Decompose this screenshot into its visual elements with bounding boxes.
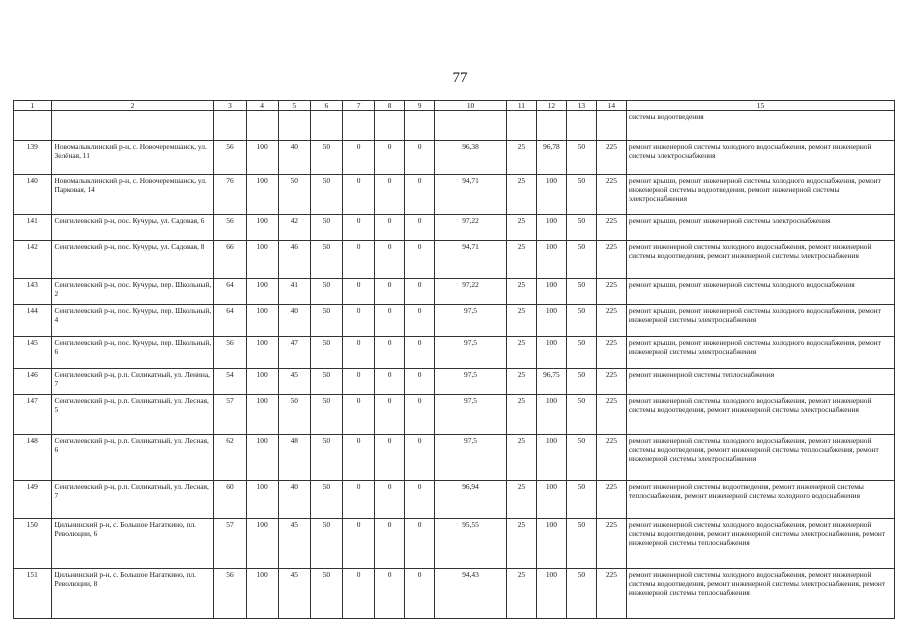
col-3: 56 [214, 337, 246, 369]
page-number: 77 [452, 70, 468, 86]
col-7: 0 [342, 141, 374, 175]
continuation-row [14, 111, 895, 141]
col-7: 0 [342, 175, 374, 215]
address: Сенгилеевский р-н, р.п. Силикатный, ул. Лесная, 6 [51, 435, 214, 481]
work-types: ремонт крыши, ремонт инженерной системы электроснабжения [626, 215, 894, 241]
row-number: 148 [14, 435, 52, 481]
col-12: 100 [536, 241, 566, 279]
column-number-10: 10 [435, 101, 507, 111]
col-14: 225 [596, 369, 626, 395]
column-number-13: 13 [566, 101, 596, 111]
address: Сенгилеевский р-н, пос. Кучуры, ул. Садовая, 6 [51, 215, 214, 241]
col-6: 50 [310, 395, 342, 435]
work-types: ремонт крыши, ремонт инженерной системы холодного водоснабжения, ремонт инженерной системы электроснабжения [626, 305, 894, 337]
address: Сенгилеевский р-н, пос. Кучуры, пер. Школьный, 6 [51, 337, 214, 369]
col-6: 50 [310, 141, 342, 175]
work-types: ремонт инженерной системы холодного водоснабжения, ремонт инженерной системы водоотведения, ремонт инженерной системы электроснабжения [626, 395, 894, 435]
address: Сенгилеевский р-н, р.п. Силикатный, ул. Лесная, 5 [51, 395, 214, 435]
col-6: 50 [310, 369, 342, 395]
col-13: 50 [566, 519, 596, 569]
col-12: 100 [536, 569, 566, 619]
col-11: 25 [506, 435, 536, 481]
col-3: 54 [214, 369, 246, 395]
col-13: 50 [566, 279, 596, 305]
table-row [14, 481, 895, 519]
continuation-text: системы водоотведения [626, 111, 894, 141]
col-10: 97,22 [435, 215, 507, 241]
col-14: 225 [596, 337, 626, 369]
col-4: 100 [246, 337, 278, 369]
row-number: 142 [14, 241, 52, 279]
row-number: 149 [14, 481, 52, 519]
table-row [14, 369, 895, 395]
work-types: ремонт инженерной системы холодного водоснабжения, ремонт инженерной системы водоотведения, ремонт инженерной системы электроснабжения, ремонт инженерной системы теплоснабжения [626, 569, 894, 619]
col-8: 0 [375, 305, 405, 337]
column-number-7: 7 [342, 101, 374, 111]
col-3: 66 [214, 241, 246, 279]
col-14: 225 [596, 141, 626, 175]
col-6: 50 [310, 175, 342, 215]
col-9: 0 [405, 175, 435, 215]
column-number-9: 9 [405, 101, 435, 111]
col-11: 25 [506, 215, 536, 241]
col-11: 25 [506, 305, 536, 337]
col-9: 0 [405, 435, 435, 481]
column-number-11: 11 [506, 101, 536, 111]
col-14: 225 [596, 305, 626, 337]
col-6: 50 [310, 435, 342, 481]
address: Новомалыклинский р-н, с. Новочеремшанск, ул. Зелёная, 11 [51, 141, 214, 175]
col-11: 25 [506, 279, 536, 305]
col-7: 0 [342, 279, 374, 305]
col-7: 0 [342, 519, 374, 569]
col-7: 0 [342, 569, 374, 619]
col-6: 50 [310, 215, 342, 241]
col-3: 76 [214, 175, 246, 215]
col-9: 0 [405, 279, 435, 305]
row-number: 151 [14, 569, 52, 619]
table-body [14, 111, 895, 619]
col-6: 50 [310, 279, 342, 305]
col-12: 100 [536, 305, 566, 337]
col-10: 97,5 [435, 435, 507, 481]
col-4: 100 [246, 141, 278, 175]
col-11: 25 [506, 569, 536, 619]
row-number: 140 [14, 175, 52, 215]
col-7: 0 [342, 241, 374, 279]
table-row [14, 519, 895, 569]
col-13: 50 [566, 481, 596, 519]
col-8: 0 [375, 141, 405, 175]
col-4: 100 [246, 519, 278, 569]
work-types: ремонт крыши, ремонт инженерной системы холодного водоснабжения, ремонт инженерной системы электроснабжения [626, 337, 894, 369]
col-10: 97,5 [435, 337, 507, 369]
table-row [14, 141, 895, 175]
col-14: 225 [596, 241, 626, 279]
col-11: 25 [506, 141, 536, 175]
col-4: 100 [246, 481, 278, 519]
column-number-12: 12 [536, 101, 566, 111]
col-5: 46 [278, 241, 310, 279]
col-9: 0 [405, 395, 435, 435]
column-number-2: 2 [51, 101, 214, 111]
col-4: 100 [246, 175, 278, 215]
address: Цильнинский р-н, с. Большое Нагаткино, пл. Революции, 6 [51, 519, 214, 569]
row-number: 143 [14, 279, 52, 305]
col-10: 97,5 [435, 305, 507, 337]
col-4: 100 [246, 241, 278, 279]
col-7: 0 [342, 369, 374, 395]
address: Сенгилеевский р-н, р.п. Силикатный, ул. Ленина, 7 [51, 369, 214, 395]
col-11: 25 [506, 519, 536, 569]
column-number-8: 8 [375, 101, 405, 111]
address: Сенгилеевский р-н, пос. Кучуры, пер. Школьный, 4 [51, 305, 214, 337]
col-13: 50 [566, 141, 596, 175]
col-14: 225 [596, 395, 626, 435]
work-types: ремонт инженерной системы теплоснабжения [626, 369, 894, 395]
col-6: 50 [310, 305, 342, 337]
table-row [14, 215, 895, 241]
col-14: 225 [596, 481, 626, 519]
address: Сенгилеевский р-н, пос. Кучуры, пер. Школьный, 2 [51, 279, 214, 305]
col-14: 225 [596, 435, 626, 481]
work-types: ремонт крыши, ремонт инженерной системы холодного водоснабжения [626, 279, 894, 305]
work-types: ремонт инженерной системы водоотведения, ремонт инженерной системы теплоснабжения, ремонт инженерной системы холодного водоснабжения [626, 481, 894, 519]
col-3: 56 [214, 141, 246, 175]
col-8: 0 [375, 241, 405, 279]
col-7: 0 [342, 305, 374, 337]
col-3: 56 [214, 215, 246, 241]
work-types: ремонт инженерной системы холодного водоснабжения, ремонт инженерной системы водоотведения, ремонт инженерной системы электроснабжения [626, 241, 894, 279]
row-number: 150 [14, 519, 52, 569]
col-13: 50 [566, 215, 596, 241]
col-8: 0 [375, 279, 405, 305]
col-4: 100 [246, 395, 278, 435]
col-5: 47 [278, 337, 310, 369]
col-3: 57 [214, 395, 246, 435]
col-9: 0 [405, 215, 435, 241]
col-3: 62 [214, 435, 246, 481]
col-9: 0 [405, 569, 435, 619]
col-5: 45 [278, 519, 310, 569]
col-12: 100 [536, 481, 566, 519]
work-types: ремонт инженерной системы холодного водоснабжения, ремонт инженерной системы водоотведения, ремонт инженерной системы теплоснабжения, ремонт инженерной системы электроснабжения [626, 435, 894, 481]
col-8: 0 [375, 337, 405, 369]
col-14: 225 [596, 519, 626, 569]
col-7: 0 [342, 481, 374, 519]
col-4: 100 [246, 435, 278, 481]
col-14: 225 [596, 279, 626, 305]
work-types: ремонт инженерной системы холодного водоснабжения, ремонт инженерной системы водоотведения, ремонт инженерной системы электроснабжения, ремонт инженерной системы теплоснабжения [626, 519, 894, 569]
table-row [14, 435, 895, 481]
work-types: ремонт инженерной системы холодного водоснабжения, ремонт инженерной системы электроснабжения [626, 141, 894, 175]
col-5: 40 [278, 141, 310, 175]
col-9: 0 [405, 141, 435, 175]
col-4: 100 [246, 369, 278, 395]
table-row [14, 241, 895, 279]
table-row [14, 569, 895, 619]
table-row [14, 395, 895, 435]
col-5: 48 [278, 435, 310, 481]
col-5: 50 [278, 175, 310, 215]
col-5: 45 [278, 569, 310, 619]
col-9: 0 [405, 369, 435, 395]
col-10: 96,94 [435, 481, 507, 519]
col-5: 40 [278, 305, 310, 337]
col-9: 0 [405, 519, 435, 569]
col-12: 100 [536, 395, 566, 435]
col-5: 41 [278, 279, 310, 305]
col-9: 0 [405, 305, 435, 337]
column-number-14: 14 [596, 101, 626, 111]
col-12: 96,75 [536, 369, 566, 395]
col-9: 0 [405, 481, 435, 519]
table-row [14, 175, 895, 215]
col-10: 94,71 [435, 175, 507, 215]
table-row [14, 279, 895, 305]
col-8: 0 [375, 175, 405, 215]
col-12: 100 [536, 175, 566, 215]
row-number: 141 [14, 215, 52, 241]
col-13: 50 [566, 175, 596, 215]
col-8: 0 [375, 369, 405, 395]
col-8: 0 [375, 481, 405, 519]
col-10: 97,5 [435, 369, 507, 395]
col-14: 225 [596, 569, 626, 619]
column-number-6: 6 [310, 101, 342, 111]
col-4: 100 [246, 305, 278, 337]
col-12: 100 [536, 215, 566, 241]
col-13: 50 [566, 569, 596, 619]
address: Сенгилеевский р-н, р.п. Силикатный, ул. Лесная, 7 [51, 481, 214, 519]
col-7: 0 [342, 435, 374, 481]
address: Новомалыклинский р-н, с. Новочеремшанск, ул. Парковая, 14 [51, 175, 214, 215]
col-7: 0 [342, 337, 374, 369]
col-6: 50 [310, 241, 342, 279]
col-4: 100 [246, 569, 278, 619]
column-number-row [14, 101, 895, 111]
col-8: 0 [375, 519, 405, 569]
table-row [14, 305, 895, 337]
col-13: 50 [566, 337, 596, 369]
col-8: 0 [375, 395, 405, 435]
column-number-5: 5 [278, 101, 310, 111]
col-4: 100 [246, 215, 278, 241]
col-12: 100 [536, 519, 566, 569]
col-6: 50 [310, 481, 342, 519]
col-8: 0 [375, 215, 405, 241]
col-13: 50 [566, 395, 596, 435]
col-10: 94,71 [435, 241, 507, 279]
col-3: 64 [214, 305, 246, 337]
col-12: 100 [536, 435, 566, 481]
col-5: 42 [278, 215, 310, 241]
row-number: 146 [14, 369, 52, 395]
col-12: 96,78 [536, 141, 566, 175]
col-8: 0 [375, 569, 405, 619]
column-number-15: 15 [626, 101, 894, 111]
address: Сенгилеевский р-н, пос. Кучуры, ул. Садовая, 8 [51, 241, 214, 279]
col-3: 64 [214, 279, 246, 305]
col-10: 97,5 [435, 395, 507, 435]
col-12: 100 [536, 337, 566, 369]
col-7: 0 [342, 395, 374, 435]
col-6: 50 [310, 569, 342, 619]
col-14: 225 [596, 215, 626, 241]
col-5: 50 [278, 395, 310, 435]
col-11: 25 [506, 241, 536, 279]
col-11: 25 [506, 481, 536, 519]
col-5: 40 [278, 481, 310, 519]
col-14: 225 [596, 175, 626, 215]
col-10: 96,38 [435, 141, 507, 175]
col-9: 0 [405, 337, 435, 369]
row-number: 147 [14, 395, 52, 435]
col-6: 50 [310, 519, 342, 569]
column-number-3: 3 [214, 101, 246, 111]
col-10: 95,55 [435, 519, 507, 569]
col-9: 0 [405, 241, 435, 279]
table-row [14, 337, 895, 369]
col-13: 50 [566, 305, 596, 337]
col-11: 25 [506, 175, 536, 215]
col-6: 50 [310, 337, 342, 369]
repair-program-table [13, 100, 895, 619]
col-10: 97,22 [435, 279, 507, 305]
col-3: 57 [214, 519, 246, 569]
column-number-4: 4 [246, 101, 278, 111]
col-4: 100 [246, 279, 278, 305]
col-13: 50 [566, 241, 596, 279]
row-number: 145 [14, 337, 52, 369]
row-number: 144 [14, 305, 52, 337]
col-3: 60 [214, 481, 246, 519]
column-number-1: 1 [14, 101, 52, 111]
col-11: 25 [506, 395, 536, 435]
work-types: ремонт крыши, ремонт инженерной системы холодного водоснабжения, ремонт инженерной системы водоотведения, ремонт инженерной системы электроснабжения [626, 175, 894, 215]
col-5: 45 [278, 369, 310, 395]
col-11: 25 [506, 337, 536, 369]
col-3: 56 [214, 569, 246, 619]
col-8: 0 [375, 435, 405, 481]
col-11: 25 [506, 369, 536, 395]
address: Цильнинский р-н, с. Большое Нагаткино, пл. Революции, 8 [51, 569, 214, 619]
col-10: 94,43 [435, 569, 507, 619]
col-13: 50 [566, 435, 596, 481]
col-13: 50 [566, 369, 596, 395]
row-number: 139 [14, 141, 52, 175]
col-7: 0 [342, 215, 374, 241]
col-12: 100 [536, 279, 566, 305]
